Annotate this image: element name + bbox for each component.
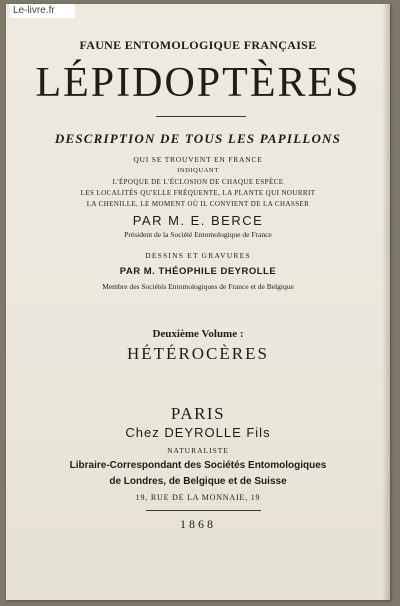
publication-year: 1868 — [180, 517, 216, 531]
publication-city: PARIS — [170, 404, 226, 423]
illustrator-role: Membre des Sociétés Entomologiques de France et de Belgique — [102, 282, 294, 291]
divider-rule — [156, 116, 246, 117]
description-line-1: L'ÉPOQUE DE L'ÉCLOSION DE CHAQUE ESPÈCE — [112, 178, 284, 186]
illustrator-name: PAR M. THÉOPHILE DEYROLLE — [119, 266, 277, 277]
publisher-title: NATURALISTE — [167, 446, 229, 455]
watermark-label: Le-livre.fr — [10, 4, 75, 18]
author-role: Président de la Société Entomologique de France — [124, 230, 272, 239]
volume-label: Deuxième Volume : — [152, 328, 244, 340]
title-page — [6, 4, 390, 600]
indiquant-label: INDIQUANT — [177, 167, 219, 174]
description-subheading: QUI SE TROUVENT EN FRANCE — [133, 155, 263, 164]
publisher-role-line-2: de Londres, de Belgique et de Suisse — [109, 476, 287, 487]
author-name: PAR M. E. BERCE — [132, 213, 264, 228]
series-title: FAUNE ENTOMOLOGIQUE FRANÇAISE — [79, 38, 317, 52]
description-heading: DESCRIPTION DE TOUS LES PAPILLONS — [54, 131, 342, 146]
illustrations-label: DESSINS ET GRAVURES — [145, 251, 251, 260]
description-line-3: LA CHENILLE, LE MOMENT OÙ IL CONVIENT DE LA CHASSER — [86, 200, 310, 208]
main-title: LÉPIDOPTÈRES — [35, 60, 361, 106]
divider-rule-bottom — [146, 510, 261, 511]
volume-subtitle: HÉTÉROCÈRES — [127, 344, 269, 363]
publisher-name: Chez DEYROLLE Fils — [125, 425, 271, 440]
publisher-role-line-1: Libraire-Correspondant des Sociétés Entomologiques — [69, 460, 327, 471]
description-line-2: LES LOCALITÉS QU'ELLE FRÉQUENTE, LA PLANTE QUI NOURRIT — [80, 189, 316, 197]
publisher-address: 19, RUE DE LA MONNAIE, 19 — [135, 493, 261, 502]
